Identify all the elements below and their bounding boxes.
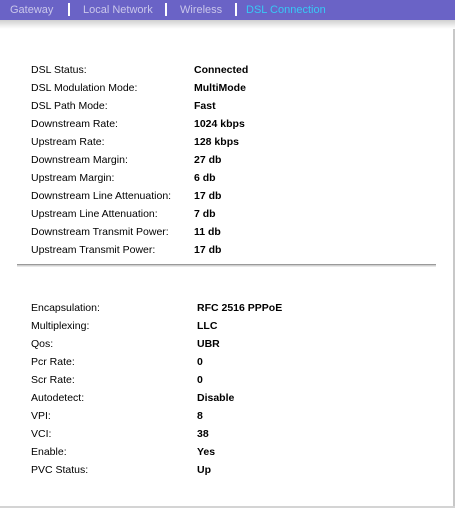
pcr-rate-label: Pcr Rate: xyxy=(31,356,75,368)
nav-separator xyxy=(235,3,237,16)
encapsulation-value: RFC 2516 PPPoE xyxy=(197,302,283,314)
dsl-modulation-mode-label: DSL Modulation Mode: xyxy=(31,82,138,94)
dsl-status-value: Connected xyxy=(194,64,249,76)
upstream-line-attenuation-value: 7 db xyxy=(194,208,216,220)
nav-separator xyxy=(165,3,167,16)
downstream-margin-label: Downstream Margin: xyxy=(31,154,128,166)
autodetect-value: Disable xyxy=(197,392,235,404)
pvc-status-value: Up xyxy=(197,464,211,476)
downstream-margin-value: 27 db xyxy=(194,154,222,166)
upstream-rate-label: Upstream Rate: xyxy=(31,136,105,148)
nav-bar-shadow xyxy=(0,20,455,29)
scr-rate-label: Scr Rate: xyxy=(31,374,75,386)
qos-value: UBR xyxy=(197,338,220,350)
upstream-margin-label: Upstream Margin: xyxy=(31,172,115,184)
qos-label: Qos: xyxy=(31,338,54,350)
pvc-status-label: PVC Status: xyxy=(31,464,89,476)
tab-gateway[interactable]: Gateway xyxy=(10,4,54,16)
tab-dsl-connection[interactable]: DSL Connection xyxy=(246,4,326,16)
upstream-margin-value: 6 db xyxy=(194,172,216,184)
nav-separator xyxy=(68,3,70,16)
tab-wireless[interactable]: Wireless xyxy=(180,4,223,16)
vci-value: 38 xyxy=(197,428,209,440)
section-divider xyxy=(17,264,436,267)
downstream-transmit-power-value: 11 db xyxy=(194,226,221,238)
dsl-path-mode-label: DSL Path Mode: xyxy=(31,100,108,112)
multiplexing-label: Multiplexing: xyxy=(31,320,90,332)
downstream-line-attenuation-value: 17 db xyxy=(194,190,222,202)
downstream-line-attenuation-label: Downstream Line Attenuation: xyxy=(31,190,172,202)
encapsulation-label: Encapsulation: xyxy=(31,302,100,314)
multiplexing-value: LLC xyxy=(197,320,218,332)
enable-label: Enable: xyxy=(31,446,67,458)
vpi-value: 8 xyxy=(197,410,203,422)
dsl-modulation-mode-value: MultiMode xyxy=(194,82,246,94)
downstream-rate-label: Downstream Rate: xyxy=(31,118,118,130)
scr-rate-value: 0 xyxy=(197,374,203,386)
vci-label: VCI: xyxy=(31,428,52,440)
pcr-rate-value: 0 xyxy=(197,356,203,368)
upstream-rate-value: 128 kbps xyxy=(194,136,239,148)
tab-local-network[interactable]: Local Network xyxy=(83,4,153,16)
dsl-status-label: DSL Status: xyxy=(31,64,87,76)
upstream-transmit-power-label: Upstream Transmit Power: xyxy=(31,244,156,256)
dsl-path-mode-value: Fast xyxy=(194,100,216,112)
downstream-transmit-power-label: Downstream Transmit Power: xyxy=(31,226,169,238)
vpi-label: VPI: xyxy=(31,410,51,422)
downstream-rate-value: 1024 kbps xyxy=(194,118,245,130)
upstream-transmit-power-value: 17 db xyxy=(194,244,222,256)
enable-value: Yes xyxy=(197,446,216,458)
top-navigation-bar xyxy=(0,0,455,20)
autodetect-label: Autodetect: xyxy=(31,392,85,404)
upstream-line-attenuation-label: Upstream Line Attenuation: xyxy=(31,208,158,220)
